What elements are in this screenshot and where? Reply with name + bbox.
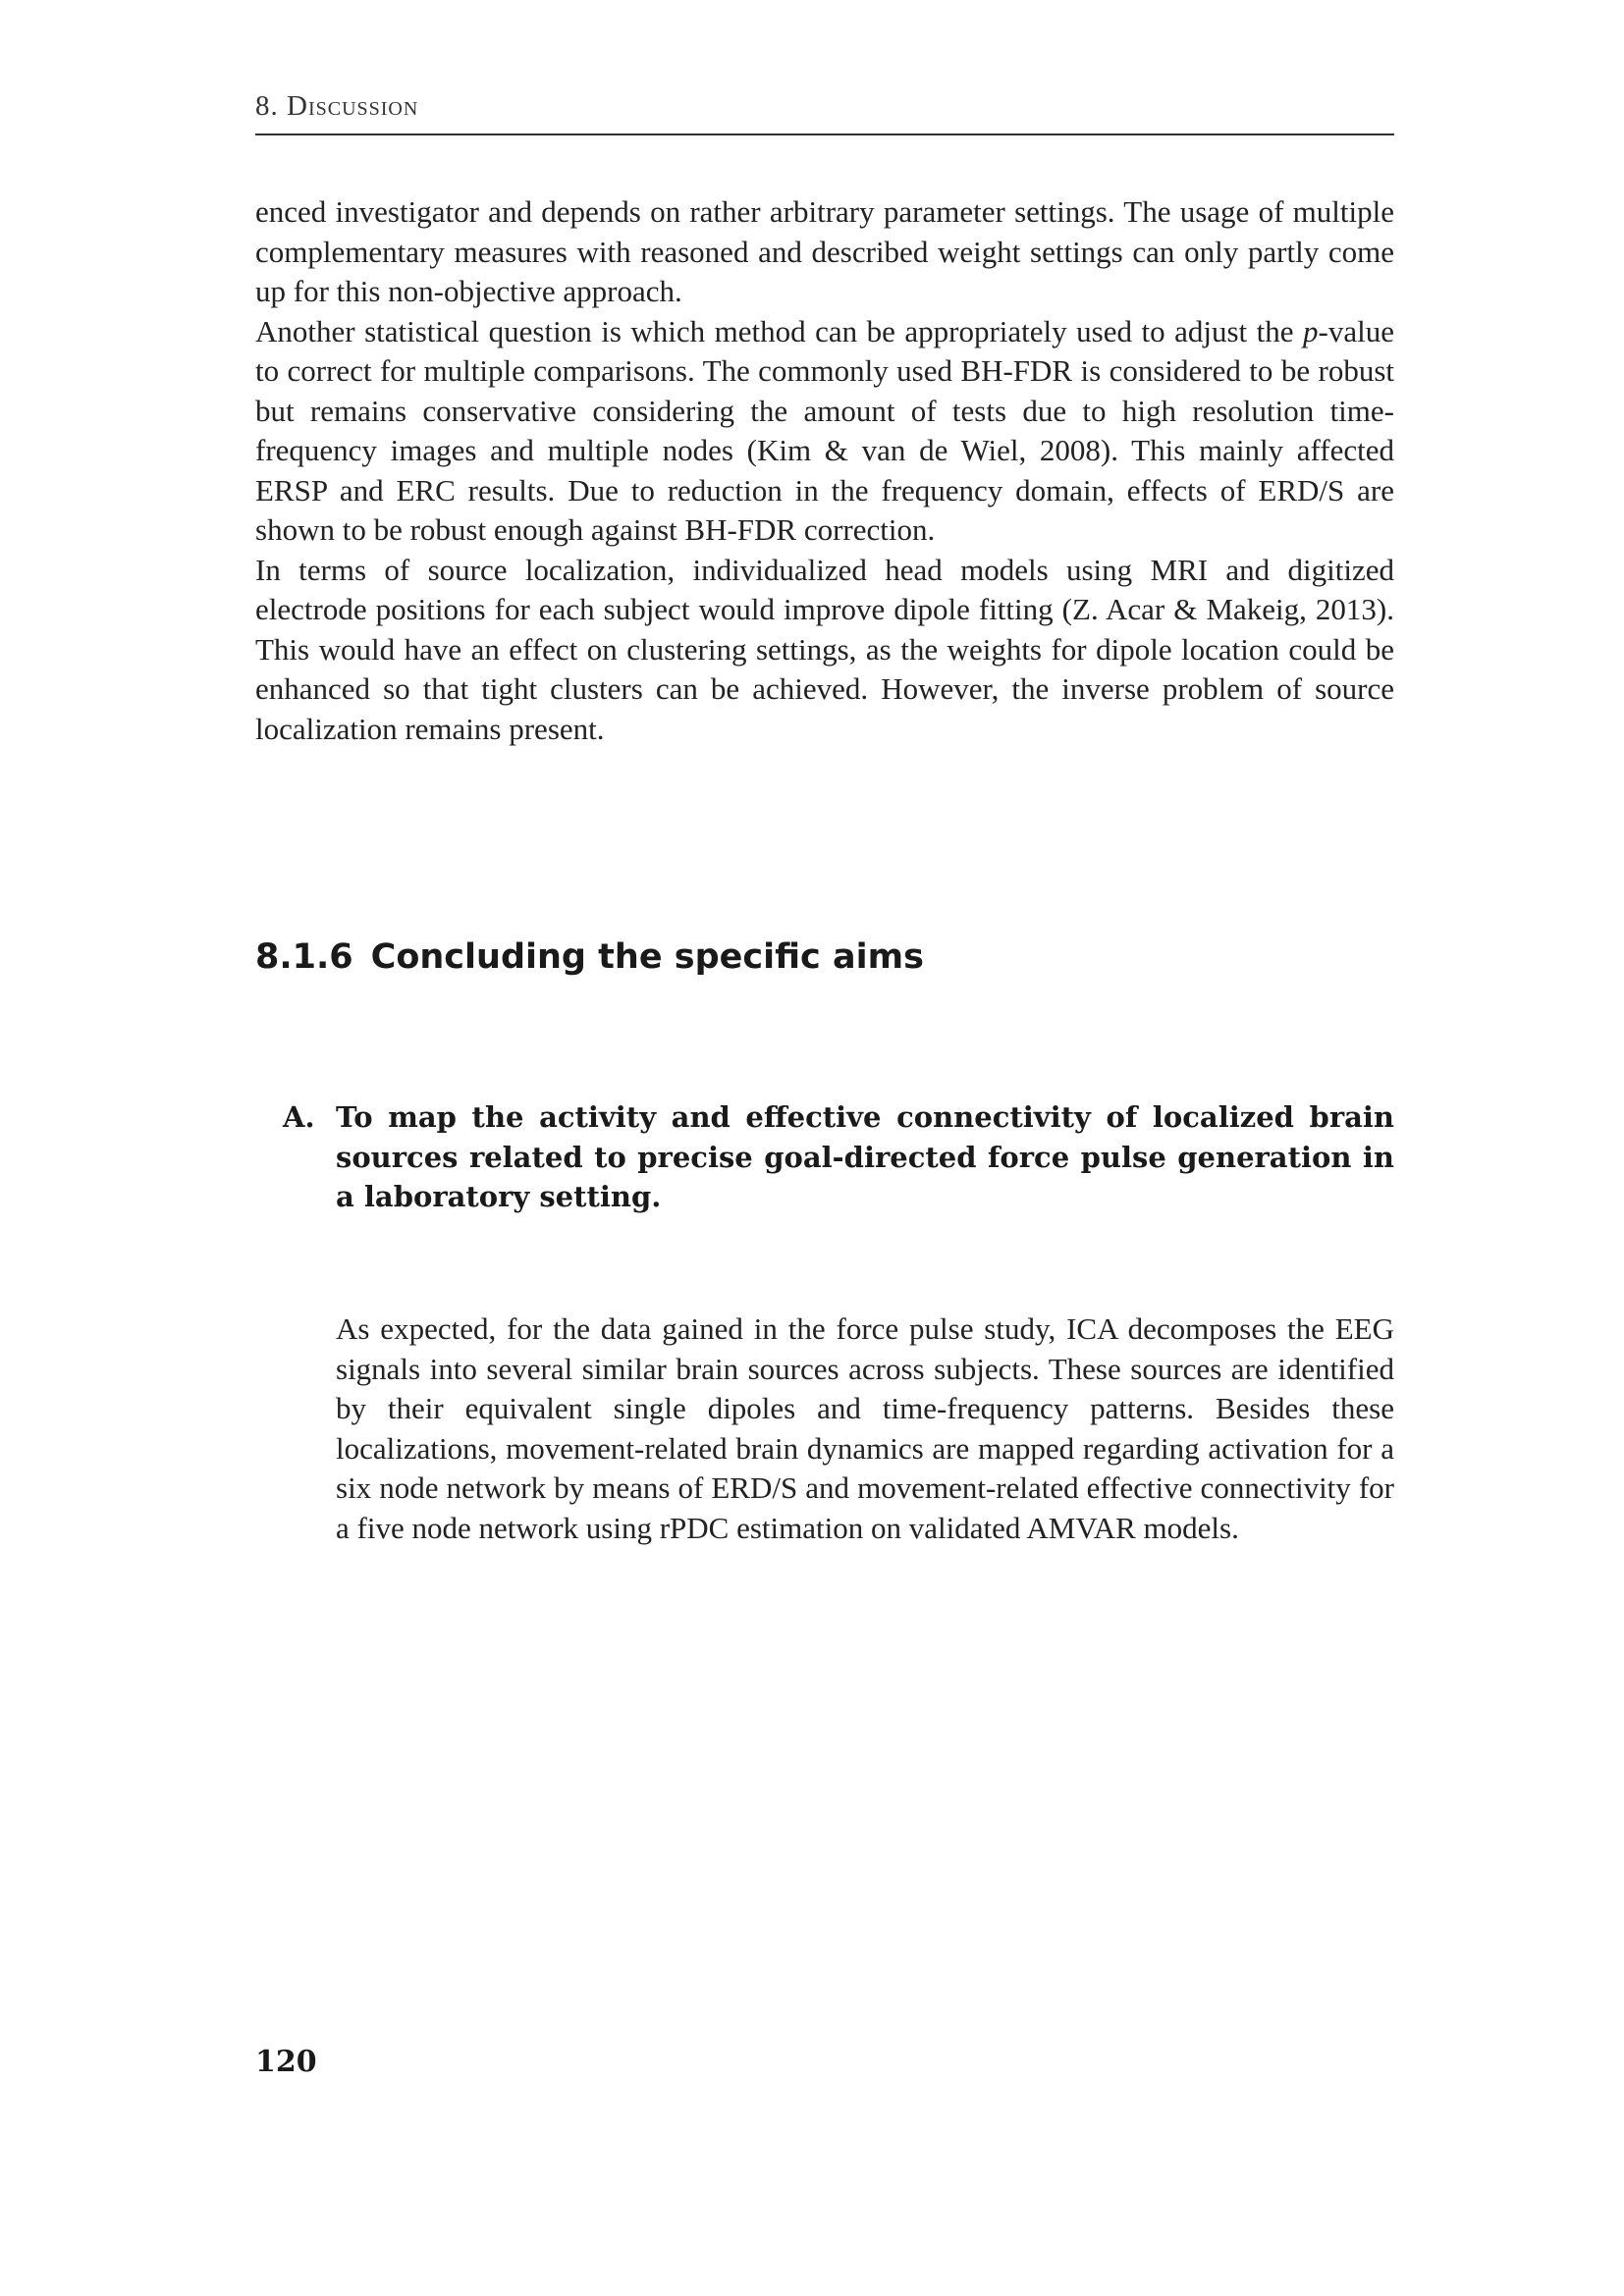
running-header (255, 90, 1394, 135)
aim-letter: A. (283, 1100, 315, 1134)
paragraph-3: In terms of source localization, individualized head models using MRI and digitized electrode positions for each subject would improve dipole fitting (Z. Acar & Makeig, 2013). This would have an effect on clustering settings, as the weights for dipole location could be enhanced so that tight clusters can be achieved. However, the inverse problem of source localization remains present. (255, 552, 1394, 746)
chapter-number: 8. (255, 90, 279, 122)
p-value-italic: p (1303, 313, 1319, 348)
aim-item (283, 1097, 1394, 1217)
document-page (255, 0, 1394, 2296)
paragraph-1: enced investigator and depends on rather arbitrary parameter settings. The usage of multiple complementary measures with reasoned and described weight settings can only partly come up for this non-objective approach. (255, 194, 1394, 308)
aim-text: To map the activity and effective connectivity of localized brain sources related to precise goal-directed force pulse generation in a laboratory setting. (336, 1100, 1394, 1213)
aim-body-paragraph: As expected, for the data gained in the force pulse study, ICA decomposes the EEG signals into several similar brain sources across subjects. These sources are identified by their equivalent single dipoles and time-frequency patterns. Besides these localizations, movement-related brain dynamics are mapped regarding activation for a six node network by means of ERD/S and movement-related effective connectivity for a five node network using rPDC estimation on validated AMVAR models. (336, 1311, 1394, 1545)
page-number: 120 (255, 2045, 317, 2079)
section-number: 8.1.6 (255, 937, 353, 977)
aim-body (336, 1309, 1394, 1548)
chapter-title: Discussion (287, 90, 419, 122)
paragraph-2-end: -value to correct for multiple comparisons. The commonly used BH-FDR is considered to be robust but remains conservative considering the amount of tests due to high resolution time-frequency images and multiple nodes (Kim & van de Wiel, 2008). This mainly affected ERSP and ERC results. Due to reduction in the frequency domain, effects of ERD/S are shown to be robust enough against BH-FDR correction. (255, 313, 1394, 547)
section-heading (255, 937, 1394, 977)
paragraph-2-start: Another statistical question is which method can be appropriately used to adjust the (255, 313, 1304, 348)
section-title: Concluding the specific aims (370, 937, 924, 977)
paragraph-2 (255, 312, 1394, 551)
body-text (255, 192, 1394, 749)
